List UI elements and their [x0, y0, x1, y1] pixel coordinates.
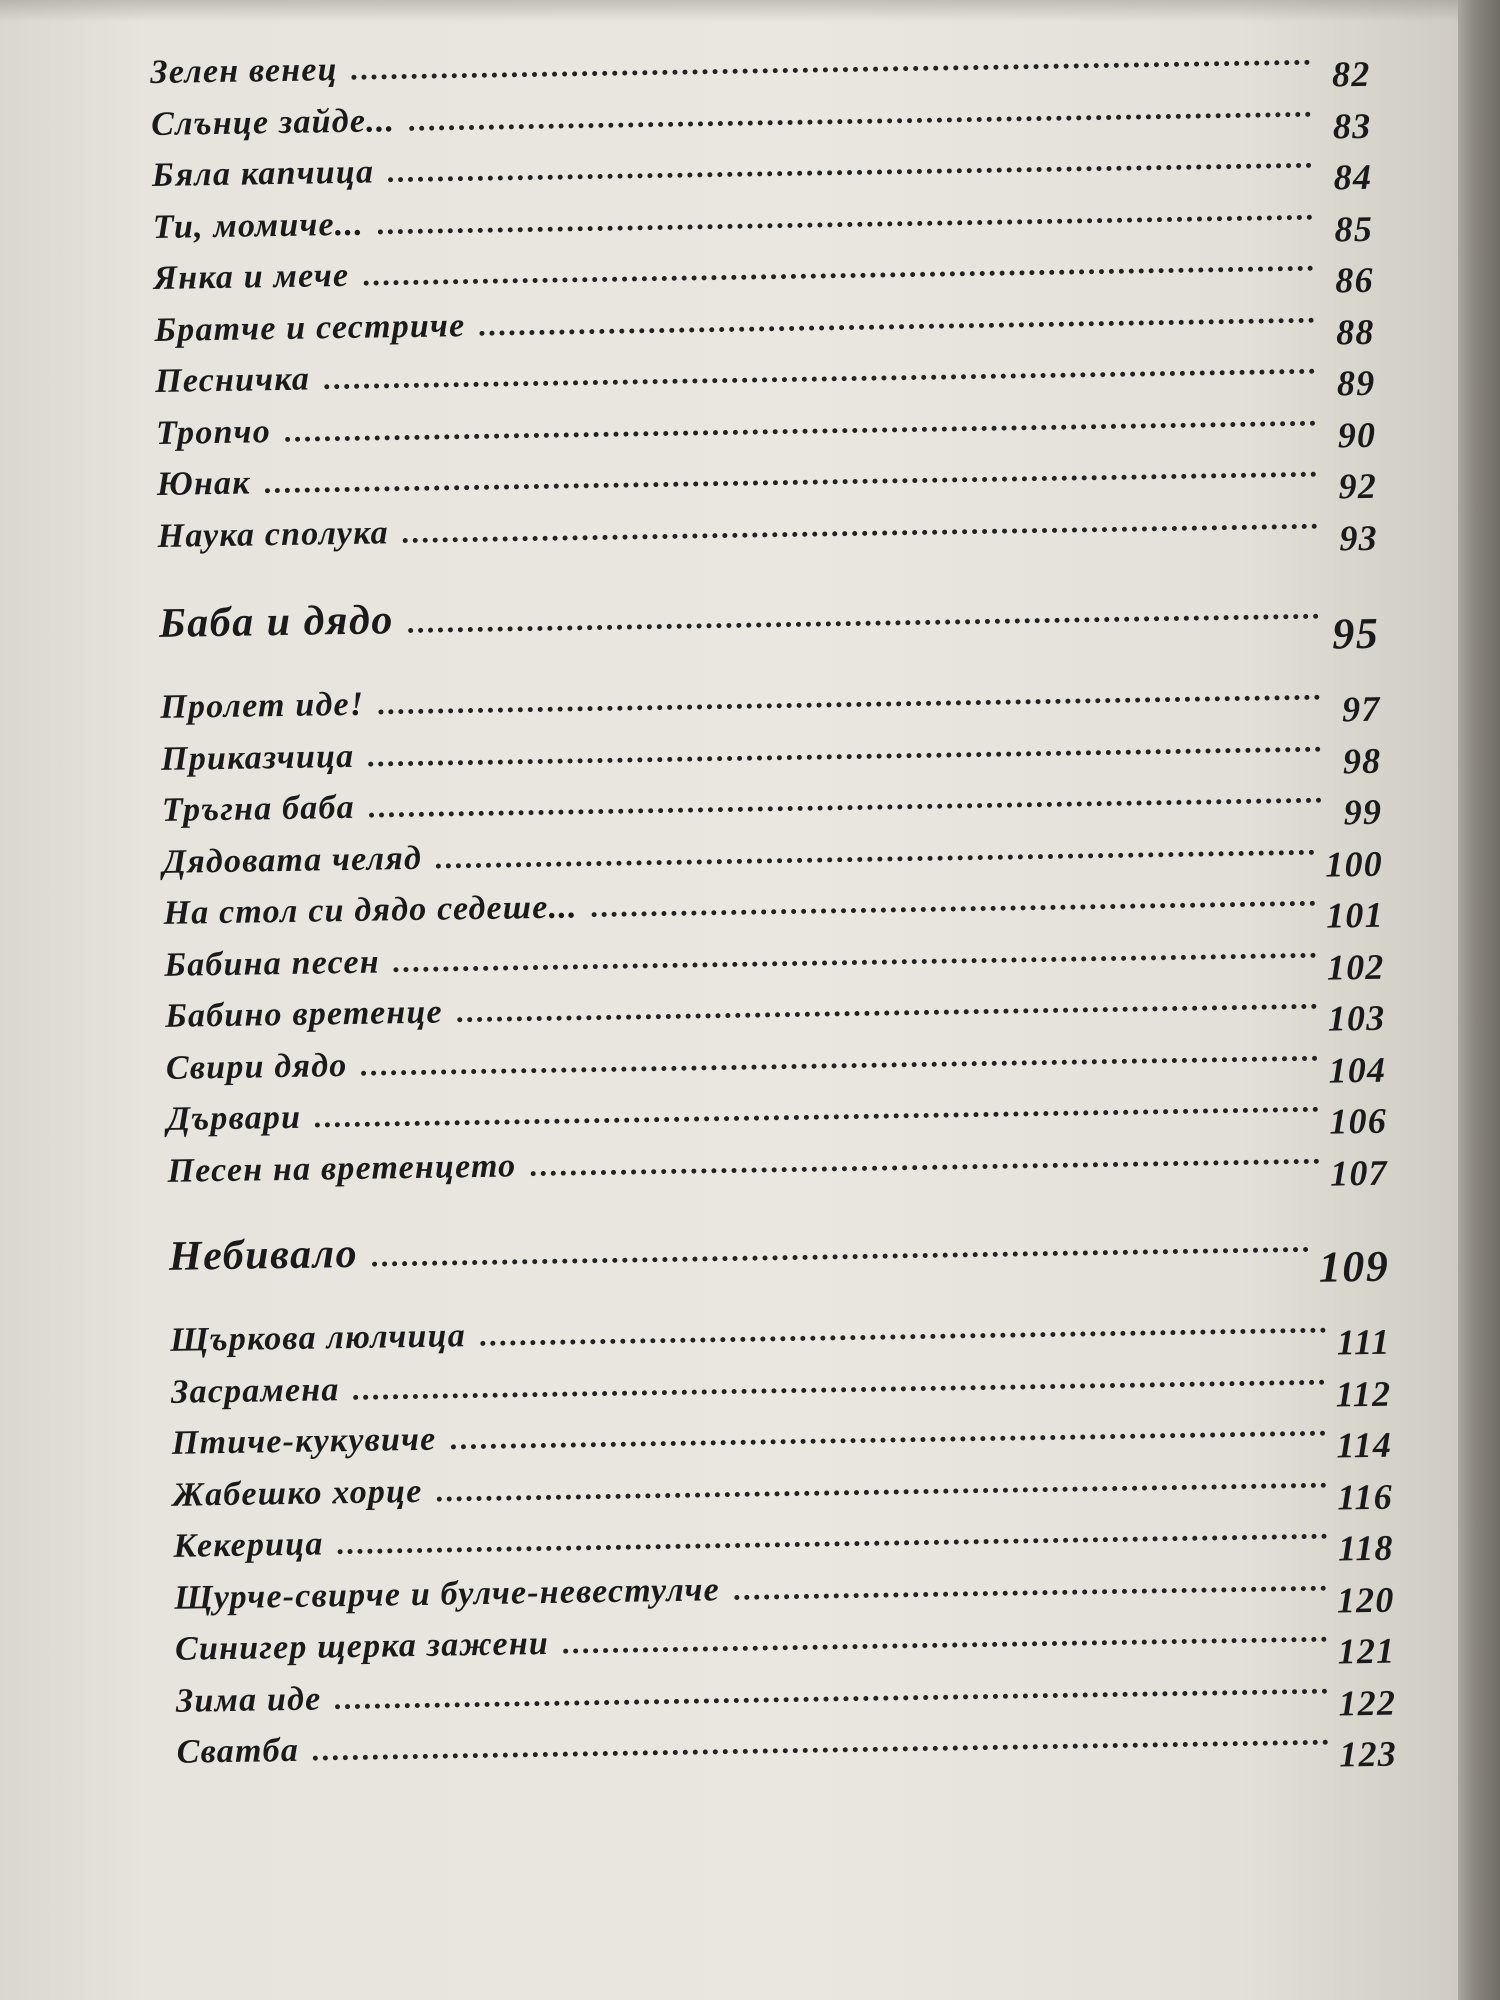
dot-leader — [338, 1534, 1328, 1555]
toc-entry-page: 112 — [1335, 1373, 1392, 1415]
toc-entry-title: Тропчо — [155, 412, 272, 452]
dot-leader — [285, 420, 1316, 441]
dot-leader — [563, 1637, 1327, 1654]
dot-leader — [324, 369, 1315, 390]
toc-entry-page: 85 — [1334, 208, 1374, 249]
dot-leader — [437, 1482, 1328, 1501]
toc-entry-page: 90 — [1337, 414, 1377, 455]
dot-leader — [378, 695, 1320, 715]
dot-leader — [378, 214, 1313, 234]
dot-leader — [363, 266, 1313, 286]
toc-entry-title: Бабина песен — [164, 943, 381, 984]
section-title: Баба и дядо — [158, 597, 395, 647]
dot-leader — [450, 1431, 1326, 1450]
toc-entry-title: Приказчица — [160, 737, 355, 778]
toc-entry-page: 104 — [1328, 1049, 1387, 1091]
toc-entry-page: 123 — [1338, 1733, 1398, 1775]
toc-entry-page: 93 — [1339, 517, 1379, 558]
dot-leader — [335, 1688, 1328, 1709]
dot-leader — [436, 849, 1315, 868]
toc-entry-page: 114 — [1336, 1424, 1393, 1466]
toc-entry-title: Песничка — [154, 360, 311, 400]
toc-entry-title: На стол си дядо седеше... — [163, 888, 578, 932]
toc-entry-title: Синигер щерка зажени — [174, 1624, 550, 1668]
toc-entry-page: 106 — [1329, 1100, 1388, 1142]
book-gutter — [1458, 0, 1500, 2000]
section-page: 95 — [1331, 608, 1380, 659]
section-title: Небивало — [168, 1230, 359, 1280]
dot-leader — [369, 798, 1322, 818]
toc-entry-title: Кекерица — [173, 1525, 324, 1565]
toc-entry-page: 103 — [1327, 997, 1386, 1039]
toc-entry-title: Янка и мече — [153, 256, 350, 297]
toc-entry-page: 89 — [1336, 362, 1376, 404]
dot-leader — [479, 317, 1314, 335]
toc-entry-title: Сватба — [176, 1731, 300, 1771]
dot-leader — [313, 1740, 1329, 1761]
toc-entry-title: Тръгна баба — [161, 788, 356, 829]
toc-entry-page: 120 — [1336, 1579, 1395, 1621]
toc-entry-page: 100 — [1325, 843, 1384, 885]
section-page: 109 — [1318, 1241, 1390, 1292]
dot-leader — [409, 111, 1311, 130]
toc-entry-page: 102 — [1326, 946, 1385, 988]
dot-leader — [372, 1247, 1308, 1267]
toc-entry-page: 122 — [1338, 1682, 1397, 1724]
toc-entry-title: Дядовата челяд — [162, 839, 423, 881]
toc-entry-page: 116 — [1336, 1476, 1394, 1518]
dot-leader — [480, 1328, 1327, 1346]
toc-entry-page: 92 — [1338, 465, 1378, 507]
toc-entry-page: 88 — [1335, 311, 1375, 352]
toc-entry-title: Бяла капчица — [151, 153, 375, 194]
toc-entry-title: Зима иде — [175, 1680, 322, 1720]
toc-entry-title: Щурче-свирче и булче-невестулче — [174, 1570, 721, 1617]
toc-entry-title: Бабино вретенце — [164, 993, 444, 1035]
toc-entry-title: Засрамена — [170, 1370, 340, 1411]
dot-leader — [352, 60, 1311, 80]
dot-leader — [361, 1055, 1318, 1075]
toc-section-heading — [159, 578, 1380, 665]
dot-leader — [408, 614, 1319, 633]
toc-entry-page: 107 — [1329, 1152, 1389, 1194]
toc-entry-page: 118 — [1337, 1527, 1394, 1569]
dot-leader — [265, 472, 1317, 494]
dot-leader — [530, 1158, 1320, 1175]
toc-entry-title: Птиче-кукувиче — [171, 1420, 437, 1462]
toc-entry-page: 86 — [1335, 259, 1375, 301]
dot-leader — [394, 952, 1317, 971]
dot-leader — [592, 901, 1316, 917]
dot-leader — [388, 163, 1312, 183]
dot-leader — [403, 523, 1318, 542]
table-of-contents — [150, 31, 1397, 1781]
dot-leader — [457, 1004, 1318, 1023]
dot-leader — [354, 1379, 1326, 1399]
page-top-shadow — [0, 0, 1458, 22]
toc-entry-title: Братче и сестриче — [154, 306, 466, 349]
toc-entry-title: Дървари — [166, 1098, 302, 1138]
toc-entry-page: 83 — [1332, 105, 1372, 146]
toc-entry-title: Щъркова люлчица — [169, 1317, 467, 1359]
toc-entry-title: Песен на вретенцето — [167, 1146, 517, 1190]
toc-entry-page: 101 — [1325, 894, 1385, 936]
dot-leader — [368, 746, 1321, 766]
toc-entry-page: 98 — [1342, 740, 1382, 781]
toc-entry-title: Юнак — [156, 464, 251, 503]
toc-entry-page: 82 — [1331, 53, 1371, 95]
toc-entry-title: Наука сполука — [157, 513, 390, 555]
toc-entry-page: 121 — [1337, 1630, 1396, 1672]
toc-entry-title: Слънце зайде... — [150, 101, 396, 143]
toc-entry-page: 97 — [1341, 688, 1381, 730]
toc-entry-page: 99 — [1343, 791, 1383, 833]
toc-section-heading — [169, 1211, 1390, 1298]
toc-entry-title: Свири дядо — [165, 1046, 348, 1087]
toc-entry-title: Пролет иде! — [160, 685, 365, 726]
dot-leader — [734, 1585, 1327, 1599]
toc-entry-title: Ти, момиче... — [152, 205, 365, 246]
toc-entry-title: Жабешко хорце — [172, 1472, 423, 1514]
dot-leader — [315, 1107, 1319, 1128]
toc-entry-title: Зелен венец — [150, 51, 339, 91]
toc-entry-page: 111 — [1336, 1321, 1391, 1363]
toc-entry-page: 84 — [1333, 156, 1373, 198]
